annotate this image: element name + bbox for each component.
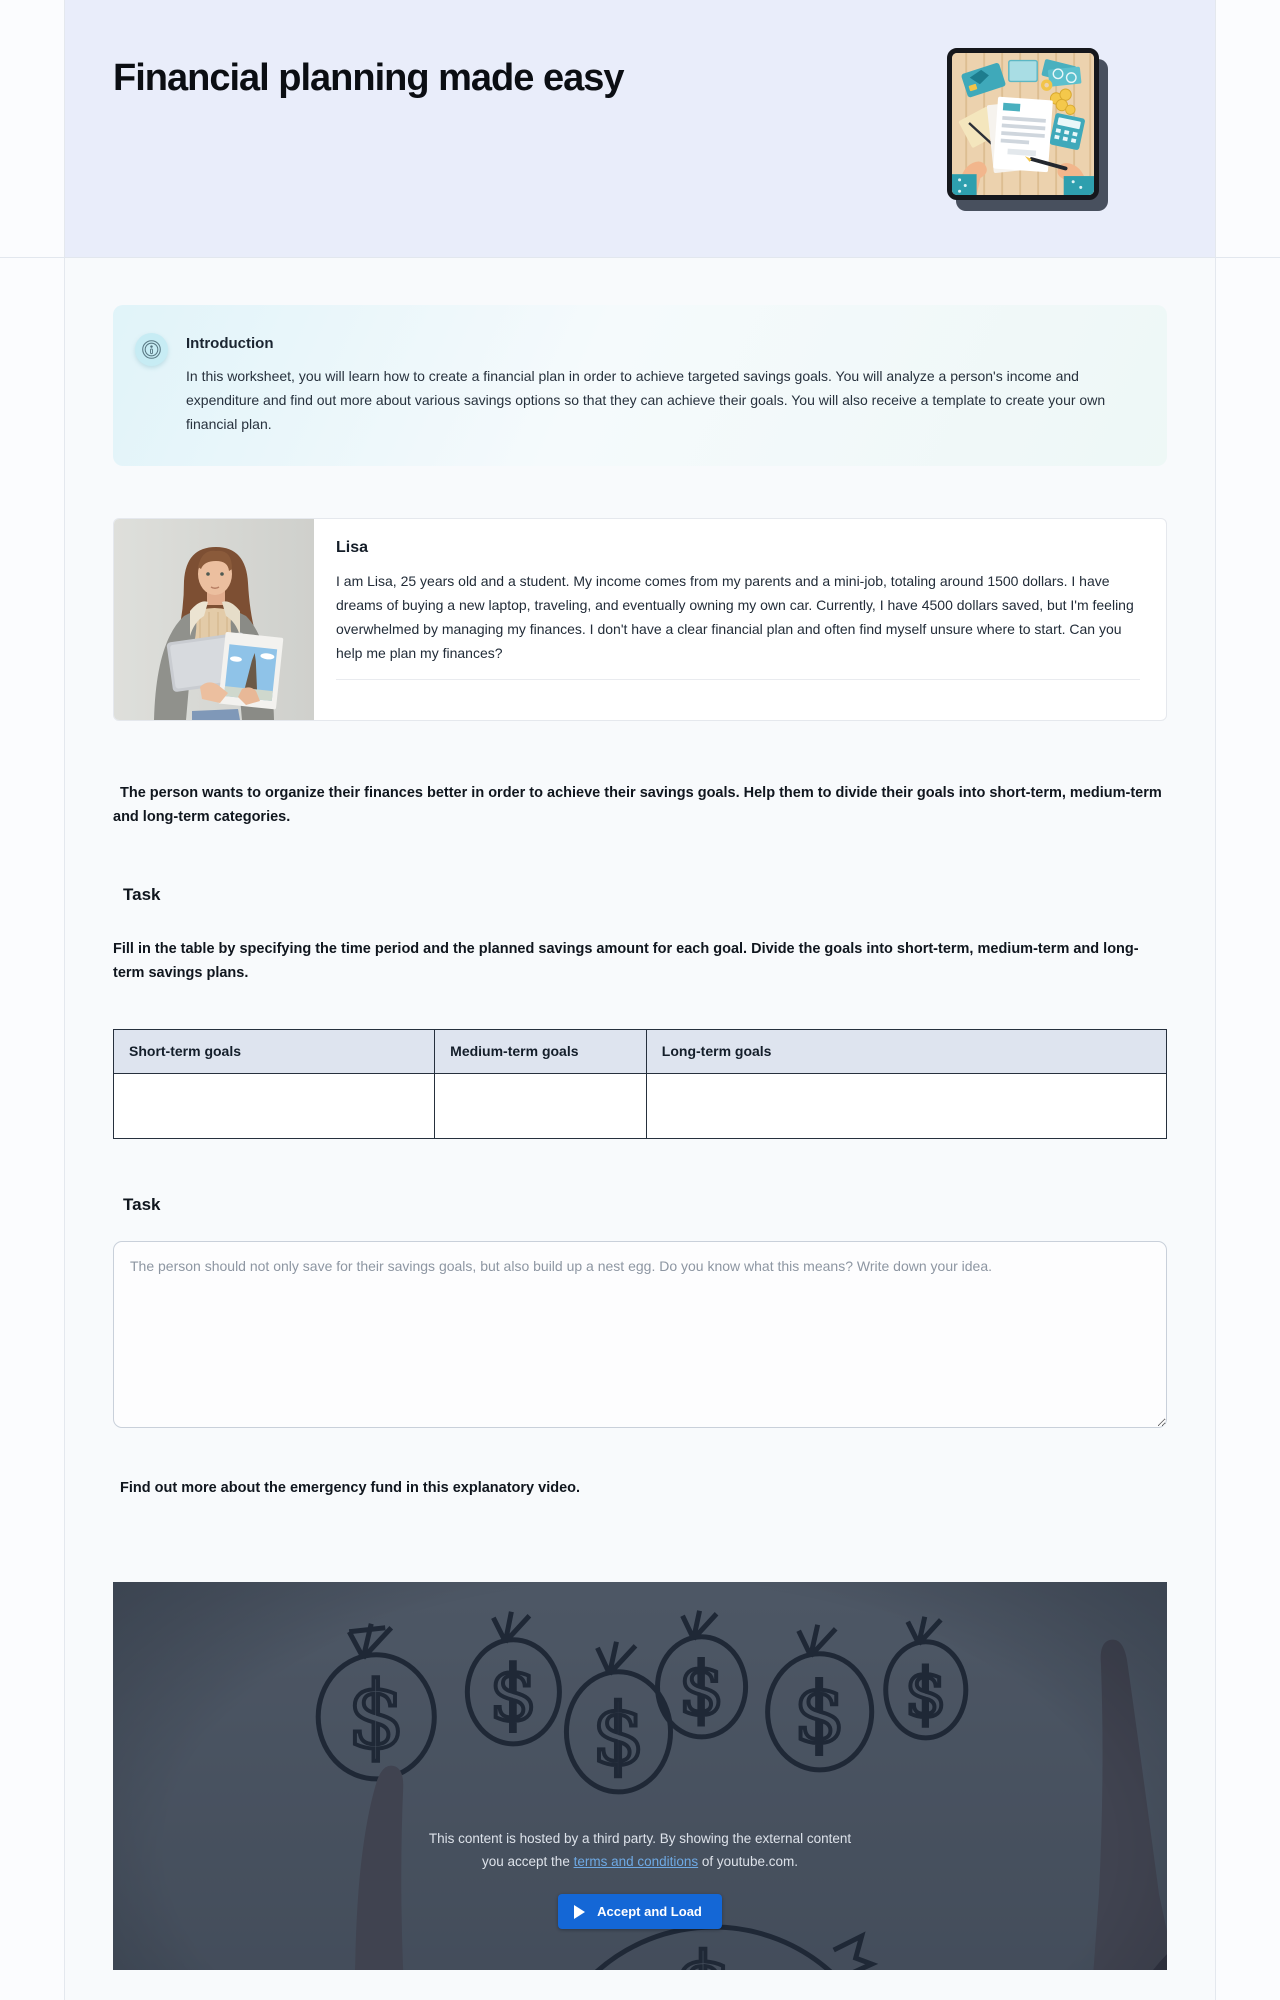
info-icon (135, 333, 168, 366)
organize-goals-note: The person wants to organize their finances better in order to achieve their savings goals. Help them to divide their goals into short-term, medium-term and long-term categories. (113, 785, 1162, 825)
goals-table-row (114, 1074, 1167, 1139)
page-title: Financial planning made easy (113, 57, 624, 99)
consent-message (429, 1827, 851, 1873)
task1-instructions: Fill in the table by specifying the time period and the planned savings amount for each goal. Divide the goals into short-term, medium-term and long-term savings plans. (113, 941, 1139, 981)
goals-table-header-medium-term: Medium-term goals (435, 1030, 647, 1074)
worksheet-body (65, 257, 1215, 1970)
video-consent-overlay (113, 1582, 1167, 1970)
worksheet-column (64, 0, 1216, 2000)
profile-description: I am Lisa, 25 years old and a student. My income comes from my parents and a mini-job, totaling around 1500 dollars. I have dreams of buying a new laptop, traveling, and eventually owning my own car. Currently, I have 4500 dollars saved, but I'm feeling overwhelmed by managing my finances. I don't have a clear financial plan and often find myself unsure where to start. Can you help me plan my finances? (336, 573, 1134, 661)
goals-cell-short-term[interactable] (114, 1074, 435, 1139)
nest-egg-answer-input[interactable] (113, 1241, 1167, 1428)
task1-heading: Task (123, 885, 161, 904)
profile-card-footer (336, 679, 1140, 717)
finance-desk-illustration (947, 48, 1099, 200)
introduction-section (113, 305, 1167, 466)
introduction-text: In this worksheet, you will learn how to create a financial plan in order to achieve targeted savings goals. You will analyze a person's income and expenditure and find out more about various savings options so that they can achieve their goals. You will also receive a template to create your own financial plan. (186, 368, 1106, 432)
goals-cell-long-term[interactable] (646, 1074, 1166, 1139)
profile-name: Lisa (336, 539, 369, 556)
consent-line1: This content is hosted by a third party. By showing the external content (428, 1831, 852, 1846)
worksheet-header (65, 0, 1215, 257)
lisa-photo-image (114, 519, 314, 720)
goals-table-header-long-term: Long-term goals (646, 1030, 1166, 1074)
goals-cell-medium-term[interactable] (435, 1074, 647, 1139)
task2-heading: Task (123, 1195, 161, 1214)
video-embed (113, 1582, 1167, 1970)
profile-card (113, 518, 1167, 721)
introduction-heading: Introduction (186, 335, 274, 352)
goals-table-header-row (114, 1030, 1167, 1074)
header-bottom-divider (0, 257, 1280, 258)
terms-and-conditions-link[interactable]: terms and conditions (573, 1854, 699, 1869)
consent-line2-prefix: you accept the (482, 1854, 574, 1869)
finance-desk-illustration-image (952, 53, 1094, 195)
play-icon (574, 1905, 585, 1919)
consent-line2-suffix: of youtube.com. (698, 1854, 798, 1869)
goals-table-header-short-term: Short-term goals (114, 1030, 435, 1074)
accept-and-load-button[interactable] (558, 1894, 722, 1929)
goals-table (113, 1029, 1167, 1139)
profile-photo (114, 519, 314, 720)
emergency-fund-video-note: Find out more about the emergency fund in this explanatory video. (120, 1480, 581, 1496)
accept-button-label: Accept and Load (597, 1904, 702, 1919)
